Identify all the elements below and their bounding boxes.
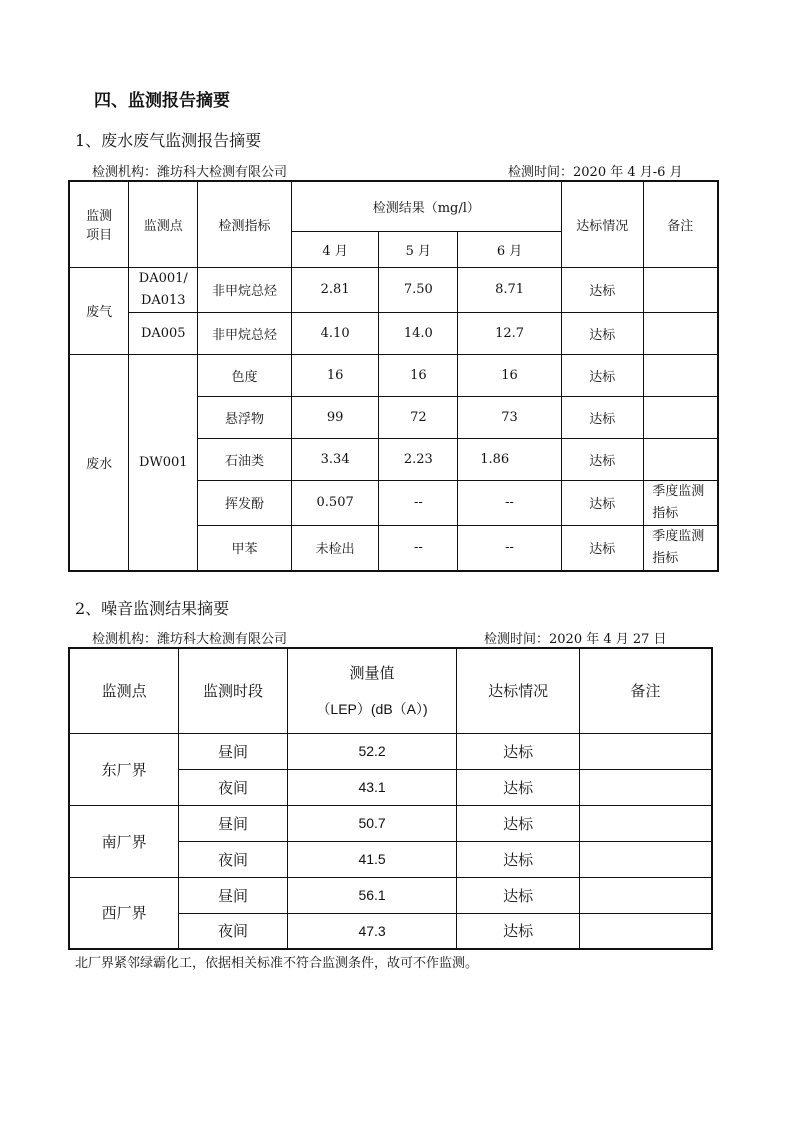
group-water: 废水 bbox=[69, 354, 129, 571]
value-cell: 41.5 bbox=[287, 841, 457, 877]
value-cell: 14.0 bbox=[379, 312, 458, 354]
status-cell: 达标 bbox=[561, 480, 643, 525]
point-cell: DW001 bbox=[129, 354, 198, 571]
value-cell: 8.71 bbox=[458, 267, 562, 312]
time-cell: 夜间 bbox=[179, 913, 288, 949]
remark-cell bbox=[579, 769, 712, 805]
header-status: 达标情况 bbox=[561, 181, 643, 267]
time-cell: 夜间 bbox=[179, 769, 288, 805]
part2-period: 检测时间：2020 年 4 月 27 日 bbox=[484, 632, 667, 647]
time-cell: 昼间 bbox=[179, 805, 288, 841]
value-cell: -- bbox=[379, 525, 458, 571]
remark-cell: 季度监测指标 bbox=[643, 480, 718, 525]
status-cell: 达标 bbox=[457, 805, 580, 841]
header-month-5: 5 月 bbox=[379, 231, 458, 267]
table-row bbox=[69, 733, 712, 769]
indicator-cell: 色度 bbox=[198, 354, 292, 396]
status-cell: 达标 bbox=[561, 354, 643, 396]
remark-cell bbox=[643, 267, 718, 312]
time-cell: 夜间 bbox=[179, 841, 288, 877]
value-cell: 1.86 bbox=[458, 438, 562, 480]
noise-table bbox=[68, 647, 713, 950]
indicator-cell: 挥发酚 bbox=[198, 480, 292, 525]
indicator-cell: 非甲烷总烃 bbox=[198, 312, 292, 354]
status-cell: 达标 bbox=[457, 733, 580, 769]
indicator-cell: 非甲烷总烃 bbox=[198, 267, 292, 312]
status-cell: 达标 bbox=[457, 841, 580, 877]
value-cell: 56.1 bbox=[287, 877, 457, 913]
value-cell: -- bbox=[458, 525, 562, 571]
point-cell: DA005 bbox=[129, 312, 198, 354]
indicator-cell: 石油类 bbox=[198, 438, 292, 480]
value-cell: 72 bbox=[379, 396, 458, 438]
remark-cell bbox=[643, 312, 718, 354]
point-cell: DA001/ DA013 bbox=[129, 267, 198, 312]
status-cell: 达标 bbox=[457, 769, 580, 805]
header-point: 监测点 bbox=[129, 181, 198, 267]
header-result: 检测结果（mg/l） bbox=[291, 181, 561, 231]
point-cell: 东厂界 bbox=[69, 733, 179, 805]
value-cell: 99 bbox=[291, 396, 379, 438]
indicator-cell: 悬浮物 bbox=[198, 396, 292, 438]
header-month-4: 4 月 bbox=[291, 231, 379, 267]
value-cell: 47.3 bbox=[287, 913, 457, 949]
value-cell: 16 bbox=[458, 354, 562, 396]
section-title: 四、监测报告摘要 bbox=[94, 91, 230, 111]
value-cell: 4.10 bbox=[291, 312, 379, 354]
value-cell: 73 bbox=[458, 396, 562, 438]
value-cell: 3.34 bbox=[291, 438, 379, 480]
point-cell: 南厂界 bbox=[69, 805, 179, 877]
wastewater-gas-table bbox=[68, 180, 719, 572]
group-gas: 废气 bbox=[69, 267, 129, 354]
part1-title: 1、废水废气监测报告摘要 bbox=[75, 131, 262, 150]
time-cell: 昼间 bbox=[179, 877, 288, 913]
header-value: 测量值 （LEP）(dB（A）) bbox=[287, 648, 457, 733]
indicator-cell: 甲苯 bbox=[198, 525, 292, 571]
header-remark: 备注 bbox=[643, 181, 718, 267]
table-row bbox=[69, 877, 712, 913]
part2-title: 2、噪音监测结果摘要 bbox=[75, 599, 230, 618]
part1-agency: 检测机构：潍坊科大检测有限公司 bbox=[92, 165, 288, 180]
status-cell: 达标 bbox=[561, 312, 643, 354]
remark-cell: 季度监测指标 bbox=[643, 525, 718, 571]
remark-cell bbox=[579, 877, 712, 913]
table-row bbox=[69, 354, 718, 396]
remark-cell bbox=[643, 354, 718, 396]
value-cell: 16 bbox=[291, 354, 379, 396]
value-cell: 未检出 bbox=[291, 525, 379, 571]
remark-cell bbox=[643, 396, 718, 438]
remark-cell bbox=[579, 841, 712, 877]
table-row bbox=[69, 312, 718, 354]
value-cell: 43.1 bbox=[287, 769, 457, 805]
header-indicator: 检测指标 bbox=[198, 181, 292, 267]
remark-cell bbox=[579, 805, 712, 841]
part2-agency: 检测机构：潍坊科大检测有限公司 bbox=[92, 632, 288, 647]
header-time: 监测时段 bbox=[179, 648, 288, 733]
status-cell: 达标 bbox=[457, 877, 580, 913]
remark-cell bbox=[579, 733, 712, 769]
status-cell: 达标 bbox=[561, 396, 643, 438]
point-cell: 西厂界 bbox=[69, 877, 179, 949]
value-cell: -- bbox=[458, 480, 562, 525]
header-month-6: 6 月 bbox=[458, 231, 562, 267]
header-remark: 备注 bbox=[579, 648, 712, 733]
time-cell: 昼间 bbox=[179, 733, 288, 769]
value-cell: -- bbox=[379, 480, 458, 525]
header-point: 监测点 bbox=[69, 648, 179, 733]
remark-cell bbox=[643, 438, 718, 480]
table-row bbox=[69, 805, 712, 841]
value-cell: 16 bbox=[379, 354, 458, 396]
header-status: 达标情况 bbox=[457, 648, 580, 733]
header-item: 监测项目 bbox=[69, 181, 129, 267]
value-cell: 2.23 bbox=[379, 438, 458, 480]
value-cell: 50.7 bbox=[287, 805, 457, 841]
value-cell: 0.507 bbox=[291, 480, 379, 525]
remark-cell bbox=[579, 913, 712, 949]
value-cell: 12.7 bbox=[458, 312, 562, 354]
status-cell: 达标 bbox=[561, 525, 643, 571]
status-cell: 达标 bbox=[561, 267, 643, 312]
value-cell: 52.2 bbox=[287, 733, 457, 769]
status-cell: 达标 bbox=[457, 913, 580, 949]
status-cell: 达标 bbox=[561, 438, 643, 480]
value-cell: 2.81 bbox=[291, 267, 379, 312]
value-cell: 7.50 bbox=[379, 267, 458, 312]
part1-period: 检测时间：2020 年 4 月-6 月 bbox=[508, 165, 683, 180]
footnote: 北厂界紧邻绿霸化工，依据相关标准不符合监测条件，故可不作监测。 bbox=[75, 956, 479, 971]
table-row bbox=[69, 267, 718, 312]
